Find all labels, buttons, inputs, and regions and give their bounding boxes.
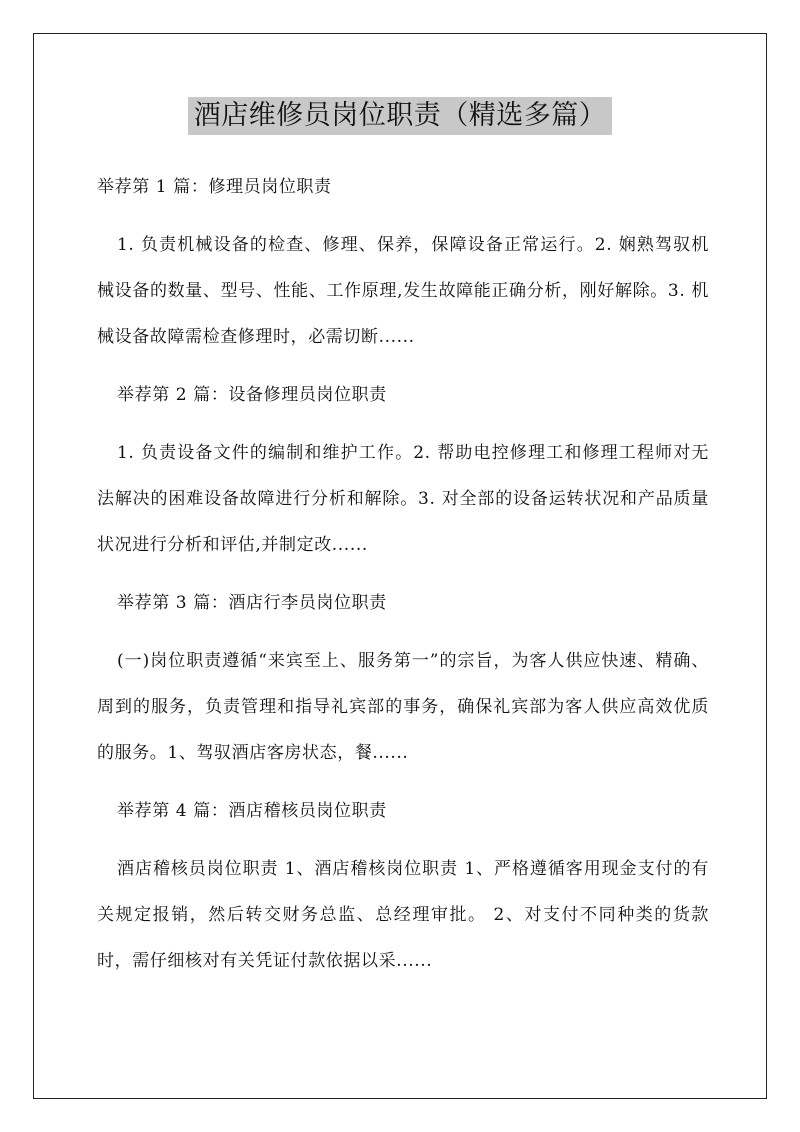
section-2-heading: 举荐第 2 篇：设备修理员岗位职责 — [117, 385, 387, 405]
section-3-body: (一)岗位职责遵循“来宾至上、服务第一”的宗旨，为客人供应快速、精确、周到的服务，负责管理和指导礼宾部的事务，确保礼宾部为客人供应高效优质的服务。1、驾驭酒店客房状态，餐...... — [97, 651, 709, 763]
section-4-heading: 举荐第 4 篇：酒店稽核员岗位职责 — [117, 801, 387, 821]
section-2-body: 1. 负责设备文件的编制和维护工作。2. 帮助电控修理工和修理工程师对无法解决的困难设备故障进行分析和解除。3. 对全部的设备运转状况和产品质量状况进行分析和评估,并制定改...... — [97, 443, 709, 555]
title-container — [0, 97, 800, 135]
document-body — [97, 164, 709, 996]
document-title: 酒店维修员岗位职责（精选多篇） — [188, 97, 613, 135]
section-4-body: 酒店稽核员岗位职责 1、酒店稽核岗位职责 1、严格遵循客用现金支付的有关规定报销，然后转交财务总监、总经理审批。 2、对支付不同种类的货款时，需仔细核对有关凭证付款依据以采...... — [97, 859, 709, 971]
section-1-heading: 举荐第 1 篇：修理员岗位职责 — [97, 177, 332, 197]
section-1-body: 1. 负责机械设备的检查、修理、保养，保障设备正常运行。2. 娴熟驾驭机械设备的数量、型号、性能、工作原理,发生故障能正确分析，刚好解除。3. 机械设备故障需检查修理时，必需切断...... — [97, 235, 709, 347]
section-3-heading: 举荐第 3 篇：酒店行李员岗位职责 — [117, 593, 387, 613]
